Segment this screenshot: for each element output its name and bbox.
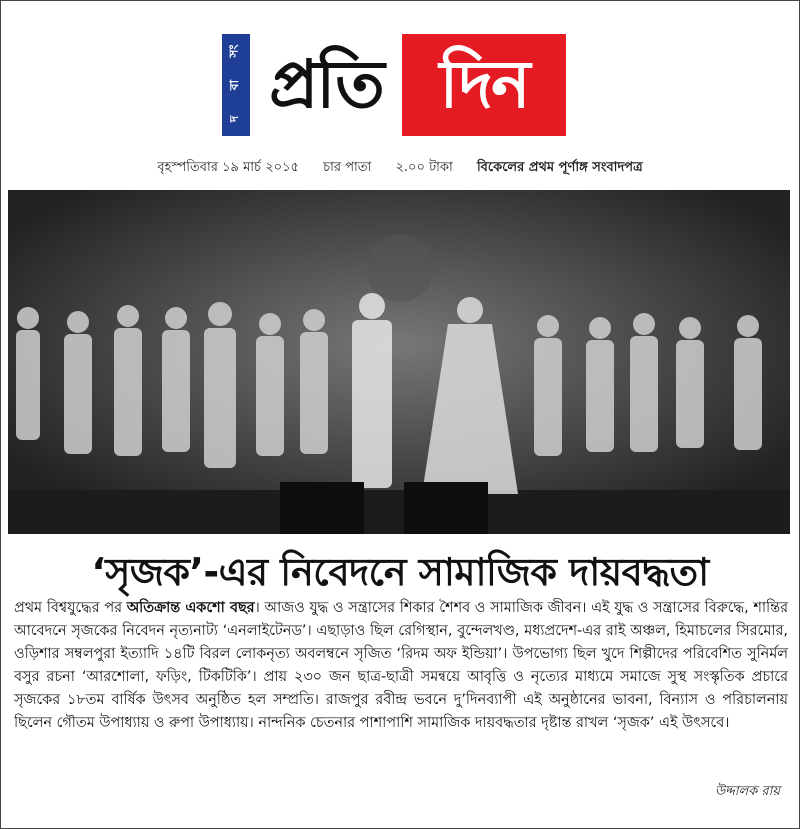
article-headline: ‘সৃজক’-এর নিবেদনে সামাজিক দায়বদ্ধতা — [91, 550, 709, 594]
masthead-title-right: দিন — [402, 34, 566, 136]
page-count: চার পাতা — [323, 160, 372, 175]
article-body — [14, 597, 788, 735]
issue-date: বৃহস্পতিবার ১৯ মার্চ ২০১৫ — [157, 160, 299, 175]
article-byline: উদ্দালক রায় — [714, 784, 780, 799]
masthead-side-char-3: দ — [227, 115, 241, 123]
article-paragraph — [14, 597, 788, 735]
masthead-side-char-2: বা — [226, 79, 241, 91]
stage-photo — [8, 190, 790, 534]
paper-tagline: বিকেলের প্রথম পূর্ণাঙ্গ সংবাদপত্র — [476, 160, 643, 175]
article-lead-bold: অতিক্রান্ত একশো বছর — [126, 600, 255, 616]
dateline — [0, 158, 800, 179]
masthead-side-label — [222, 34, 250, 136]
article-lead-plain: প্রথম বিশ্বযুদ্ধের পর — [14, 600, 127, 616]
price: ২.০০ টাকা — [395, 160, 453, 175]
stage-photo-image — [8, 190, 790, 534]
masthead-title-left: প্রতি — [250, 34, 402, 136]
article-body-text: । আজও যুদ্ধ ও সন্ত্রাসের শিকার শৈশব ও সামাজিক জীবন। এই যুদ্ধ ও সন্ত্রাসের বিরুদ্ধে, শান্তির আবেদনে সৃজকের নিবেদন নৃত্যনাট্য ‘এনলাইটেনড’। এছাড়াও ছিল রেগিস্থান, বুন্দেলখণ্ড, মধ্যপ্রদেশ-এর রাই অঞ্চল, হিমাচলের সিরমোর, ওড়িশার সম্বলপুরা ইত্যাদি ১৪টি বিরল লোকনৃত্য অবলম্বনে সৃজিত ‘রিদম অফ ইন্ডিয়া’। উপভোগ্য ছিল খুদে শিল্পীদের পরিবেশিত সুনির্মল বসুর রচনা ‘আরশোলা, ফড়িং, টিকটিকি’। প্রায় ২৩০ জন ছাত্র-ছাত্রী সমন্বয়ে আবৃত্তি ও নৃত্যের মাধ্যমে সমাজে সুস্থ সংস্কৃতিক প্রচারে সৃজকের ১৮তম বার্ষিক উৎসব অনুষ্ঠিত হল সম্প্রতি। রাজপুর রবীন্দ্র ভবনে দু’দিনব্যাপী এই অনুষ্ঠানের ভাবনা, বিন্যাস ও পরিচালনায় ছিলেন গৌতম উপাধ্যায় ও রুপা উপাধ্যায়। নান্দনিক চেতনার পাশাপাশি সামাজিক দায়বদ্ধতার দৃষ্টান্ত রাখল ‘সৃজক’ এই উৎসবে। — [14, 600, 789, 731]
masthead — [222, 34, 566, 136]
masthead-side-char-1: সং — [227, 44, 241, 58]
